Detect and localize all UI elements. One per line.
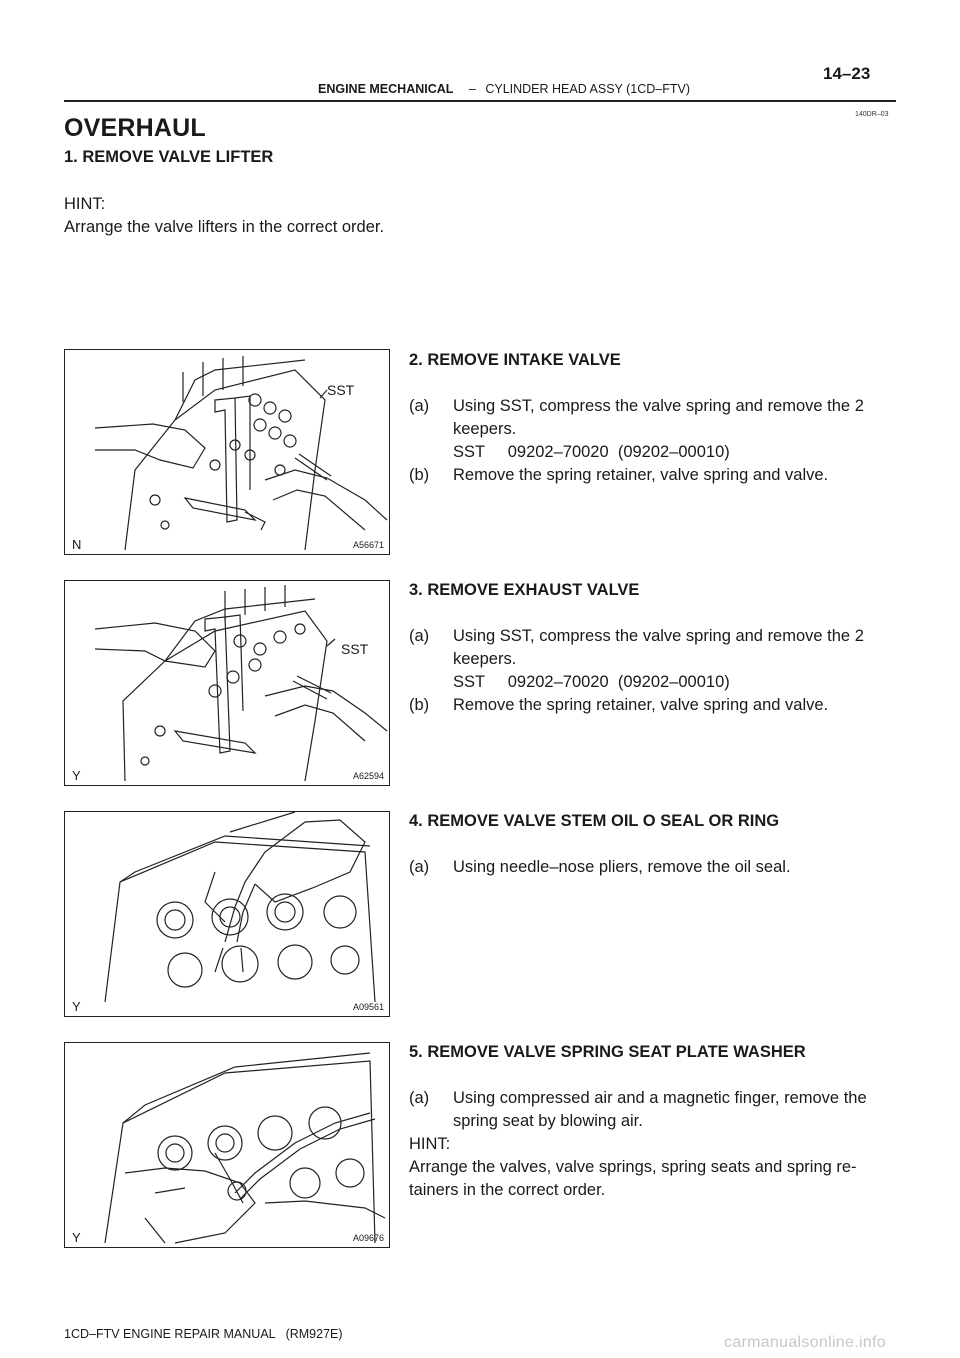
step-5a-line-1: Using compressed air and a magnetic finger, remove the (453, 1089, 867, 1107)
needle-nose-pliers-illustration (65, 812, 388, 1015)
figure-oil-seal-removal (64, 811, 390, 1017)
page-number: 14–23 (823, 64, 871, 83)
figure-2-sst-callout: SST (341, 641, 369, 657)
figure-2-letter: Y (72, 768, 81, 783)
step-4a-label: (a) (409, 858, 430, 876)
magnetic-finger-air-illustration (65, 1043, 388, 1246)
figure-3-letter: Y (72, 999, 81, 1014)
figure-4-letter: Y (72, 1230, 81, 1245)
step-3a-line-2: keepers. (453, 650, 517, 668)
step-3-heading: 3. REMOVE EXHAUST VALVE (409, 581, 640, 599)
running-header (318, 82, 690, 96)
page-footer: 1CD–FTV ENGINE REPAIR MANUAL (RM927E) (64, 1327, 343, 1341)
engine-head-sst-illustration (65, 350, 388, 553)
header-rule (64, 100, 896, 102)
step-2a-label: (a) (409, 397, 430, 415)
step-1-hint-text: Arrange the valve lifters in the correct order. (64, 218, 385, 236)
step-2-sst-number: SST 09202–70020 (09202–00010) (453, 443, 730, 461)
figure-exhaust-valve (64, 580, 390, 786)
step-2a-line-1: Using SST, compress the valve spring and remove the 2 (453, 397, 864, 415)
step-2b-text: Remove the spring retainer, valve spring and valve. (453, 466, 829, 484)
figure-spring-seat-removal (64, 1042, 390, 1248)
step-4-heading: 4. REMOVE VALVE STEM OIL O SEAL OR RING (409, 812, 780, 830)
step-3a-label: (a) (409, 627, 430, 645)
step-3b-label: (b) (409, 696, 430, 714)
figure-4-id: A09676 (352, 1233, 384, 1243)
step-3-sst-number: SST 09202–70020 (09202–00010) (453, 673, 730, 691)
figure-3-id: A09561 (352, 1002, 384, 1012)
figure-1-id: A56671 (352, 540, 384, 550)
step-5-hint-line-1: Arrange the valves, valve springs, spring seats and spring re- (409, 1158, 857, 1176)
header-section: ENGINE MECHANICAL (318, 82, 454, 96)
step-2a-line-2: keepers. (453, 420, 517, 438)
step-4a-text: Using needle–nose pliers, remove the oil seal. (453, 858, 791, 876)
header-subsection: CYLINDER HEAD ASSY (1CD–FTV) (485, 82, 691, 96)
figure-1-sst-callout: SST (327, 382, 355, 398)
figure-2-id: A62594 (352, 771, 384, 781)
engine-head-sst-illustration (65, 581, 388, 784)
figure-1-letter: N (72, 537, 82, 552)
step-3a-line-1: Using SST, compress the valve spring and remove the 2 (453, 627, 864, 645)
step-5a-label: (a) (409, 1089, 430, 1107)
figure-intake-valve (64, 349, 390, 555)
step-5-heading: 5. REMOVE VALVE SPRING SEAT PLATE WASHER (409, 1043, 806, 1061)
step-1-hint-label: HINT: (64, 195, 106, 213)
watermark: carmanualsonline.info (724, 1334, 886, 1351)
step-5-hint-line-2: tainers in the correct order. (409, 1181, 606, 1199)
step-3b-text: Remove the spring retainer, valve spring and valve. (453, 696, 829, 714)
step-2b-label: (b) (409, 466, 430, 484)
header-separator: – (468, 82, 476, 96)
step-5a-line-2: spring seat by blowing air. (453, 1112, 643, 1130)
step-5-hint-label: HINT: (409, 1135, 451, 1153)
page-title: OVERHAUL (64, 114, 206, 142)
document-code: 140DR–03 (855, 111, 889, 118)
step-1-heading: 1. REMOVE VALVE LIFTER (64, 148, 274, 166)
step-2-heading: 2. REMOVE INTAKE VALVE (409, 351, 621, 369)
